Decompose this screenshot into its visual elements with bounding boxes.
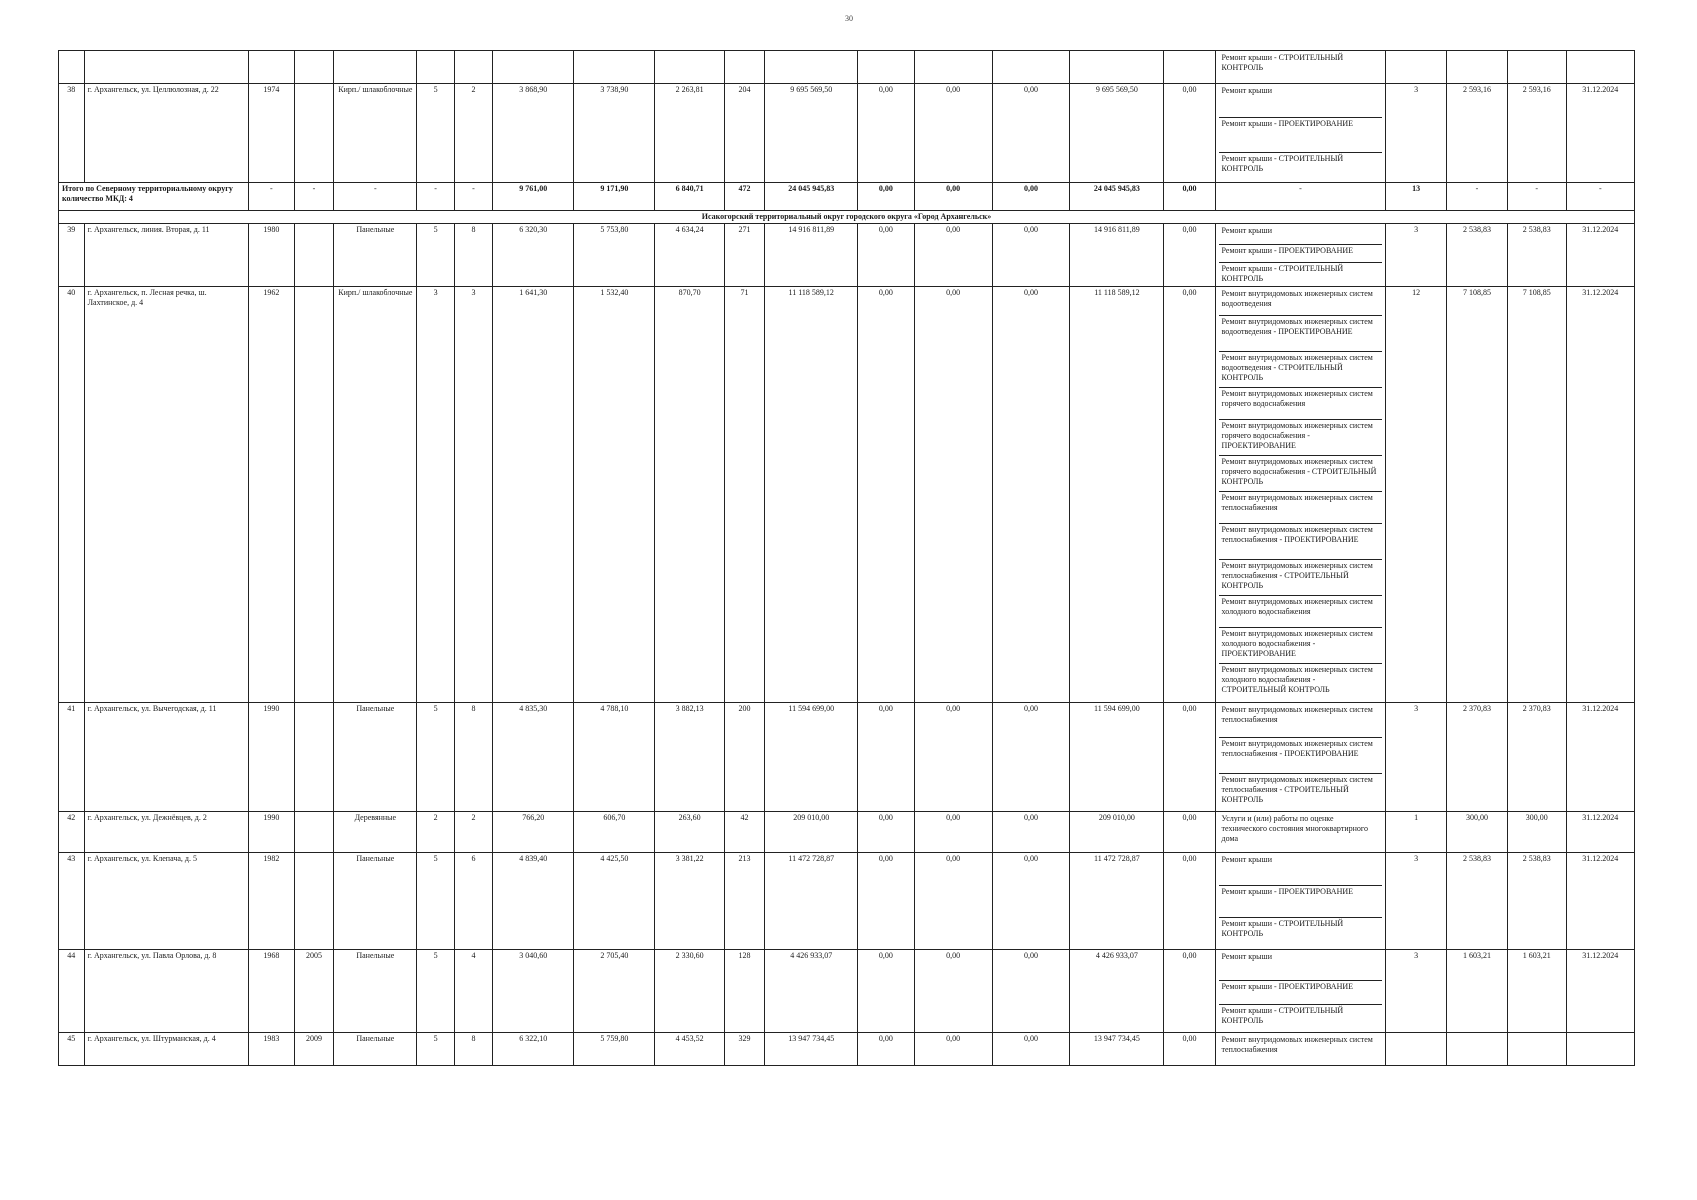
fund-federal: 0,00: [858, 853, 915, 950]
max-unit-cost: 300,00: [1507, 812, 1566, 853]
fund-regional: [914, 51, 992, 84]
work-count: 1: [1386, 812, 1447, 853]
year-built: 1974: [248, 84, 294, 183]
total-dash: -: [417, 183, 454, 211]
work-type: Ремонт внутридомовых инженерных систем водоотведения - СТРОИТЕЛЬНЫЙ КОНТРОЛЬ: [1219, 352, 1383, 388]
wall-material: Панельные: [334, 703, 417, 812]
work-types-cell: [1215, 287, 1386, 703]
total-count: 13: [1386, 183, 1447, 211]
total-dash: -: [1566, 183, 1634, 211]
work-type: Ремонт внутридомовых инженерных систем водоотведения - ПРОЕКТИРОВАНИЕ: [1219, 316, 1383, 352]
row-number: 42: [59, 812, 85, 853]
entrances: 8: [454, 1033, 492, 1066]
fund-other: 0,00: [1164, 1033, 1215, 1066]
area-living: 606,70: [574, 812, 655, 853]
cost-total: 209 010,00: [765, 812, 858, 853]
row-number: [59, 51, 85, 84]
deadline: 31.12.2024: [1566, 853, 1634, 950]
fund-owners: 11 118 589,12: [1070, 287, 1164, 703]
fund-owners: 11 594 699,00: [1070, 703, 1164, 812]
year-renovated: [294, 853, 333, 950]
total-area-living: 9 171,90: [574, 183, 655, 211]
area-total: 4 839,40: [493, 853, 574, 950]
area-living: [574, 51, 655, 84]
area-living: 1 532,40: [574, 287, 655, 703]
work-type: Ремонт крыши - СТРОИТЕЛЬНЫЙ КОНТРОЛЬ: [1221, 154, 1344, 173]
total-fund-other: 0,00: [1164, 183, 1215, 211]
cost-total: 11 472 728,87: [765, 853, 858, 950]
row-number: 39: [59, 224, 85, 287]
floors: 5: [417, 224, 454, 287]
work-type: Ремонт крыши: [1219, 225, 1383, 245]
total-area-res: 6 840,71: [655, 183, 724, 211]
fund-municipal: 0,00: [992, 224, 1070, 287]
table-row: [59, 224, 1635, 287]
area-living: 2 705,40: [574, 950, 655, 1033]
fund-other: 0,00: [1164, 287, 1215, 703]
fund-owners: 11 472 728,87: [1070, 853, 1164, 950]
work-type: Ремонт крыши: [1219, 854, 1383, 886]
address: г. Архангельск, ул. Дежнёвцев, д. 2: [84, 812, 248, 853]
year-built: [248, 51, 294, 84]
area-living: 5 753,80: [574, 224, 655, 287]
work-type: Ремонт внутридомовых инженерных систем холодного водоснабжения - ПРОЕКТИРОВАНИЕ: [1219, 628, 1383, 664]
fund-municipal: 0,00: [992, 703, 1070, 812]
address: г. Архангельск, ул. Штурманская, д. 4: [84, 1033, 248, 1066]
work-type: Ремонт крыши - СТРОИТЕЛЬНЫЙ КОНТРОЛЬ: [1221, 53, 1344, 72]
deadline: 31.12.2024: [1566, 703, 1634, 812]
year-built: 1990: [248, 812, 294, 853]
work-type: Ремонт крыши - ПРОЕКТИРОВАНИЕ: [1219, 981, 1383, 1005]
area-total: 3 868,90: [493, 84, 574, 183]
page-number: 30: [845, 14, 853, 23]
year-renovated: [294, 51, 333, 84]
area-residential: 2 263,81: [655, 84, 724, 183]
floors: 5: [417, 950, 454, 1033]
capital-repair-register-table: [58, 50, 1635, 1066]
address: г. Архангельск, ул. Целлюлозная, д. 22: [84, 84, 248, 183]
area-living: 4 788,10: [574, 703, 655, 812]
work-count: 12: [1386, 287, 1447, 703]
work-type: Ремонт внутридомовых инженерных систем холодного водоснабжения: [1219, 596, 1383, 628]
table-row: [59, 84, 1635, 183]
address: г. Архангельск, п. Лесная речка, ш. Лахтинское, д. 4: [84, 287, 248, 703]
table-row: [59, 287, 1635, 703]
total-dash: -: [454, 183, 492, 211]
fund-federal: 0,00: [858, 287, 915, 703]
wall-material: [334, 51, 417, 84]
fund-regional: 0,00: [914, 853, 992, 950]
fund-federal: [858, 51, 915, 84]
fund-regional: 0,00: [914, 224, 992, 287]
floors: 5: [417, 853, 454, 950]
deadline: 31.12.2024: [1566, 950, 1634, 1033]
year-built: 1983: [248, 1033, 294, 1066]
area-living: 4 425,50: [574, 853, 655, 950]
cost-total: 4 426 933,07: [765, 950, 858, 1033]
table-row: [59, 812, 1635, 853]
fund-municipal: 0,00: [992, 950, 1070, 1033]
year-built: 1980: [248, 224, 294, 287]
address: г. Архангельск, линия. Вторая, д. 11: [84, 224, 248, 287]
row-number: 38: [59, 84, 85, 183]
work-type: Ремонт крыши - СТРОИТЕЛЬНЫЙ КОНТРОЛЬ: [1221, 264, 1344, 283]
area-total: 6 320,30: [493, 224, 574, 287]
fund-other: [1164, 51, 1215, 84]
work-types-cell: [1215, 950, 1386, 1033]
residents: 204: [724, 84, 765, 183]
total-fund-mun: 0,00: [992, 183, 1070, 211]
entrances: [454, 51, 492, 84]
wall-material: Панельные: [334, 1033, 417, 1066]
residents: 128: [724, 950, 765, 1033]
cost-total: 11 118 589,12: [765, 287, 858, 703]
cost-total: 13 947 734,45: [765, 1033, 858, 1066]
table-row: [59, 51, 1635, 84]
area-residential: 4 453,52: [655, 1033, 724, 1066]
total-dash: -: [294, 183, 333, 211]
unit-cost: [1447, 1033, 1508, 1066]
unit-cost: 2 370,83: [1447, 703, 1508, 812]
cost-total: 11 594 699,00: [765, 703, 858, 812]
max-unit-cost: [1507, 51, 1566, 84]
work-count: [1386, 51, 1447, 84]
work-count: 3: [1386, 84, 1447, 183]
work-type: Услуги и (или) работы по оценке технического состояния многоквартирного дома: [1221, 814, 1368, 843]
address: г. Архангельск, ул. Клепача, д. 5: [84, 853, 248, 950]
work-type: Ремонт внутридомовых инженерных систем теплоснабжения: [1221, 1035, 1373, 1054]
year-built: 1990: [248, 703, 294, 812]
year-built: 1962: [248, 287, 294, 703]
fund-other: 0,00: [1164, 853, 1215, 950]
address: г. Архангельск, ул. Вычегодская, д. 11: [84, 703, 248, 812]
fund-federal: 0,00: [858, 703, 915, 812]
work-type: Ремонт крыши - ПРОЕКТИРОВАНИЕ: [1219, 245, 1383, 263]
total-fund-reg: 0,00: [914, 183, 992, 211]
fund-regional: 0,00: [914, 287, 992, 703]
work-types-cell: [1215, 51, 1386, 84]
total-area-total: 9 761,00: [493, 183, 574, 211]
max-unit-cost: 2 593,16: [1507, 84, 1566, 183]
work-type: Ремонт крыши: [1219, 85, 1383, 118]
year-renovated: [294, 703, 333, 812]
work-count: 3: [1386, 853, 1447, 950]
max-unit-cost: 2 538,83: [1507, 853, 1566, 950]
work-type: Ремонт внутридомовых инженерных систем теплоснабжения - ПРОЕКТИРОВАНИЕ: [1219, 738, 1383, 774]
deadline: [1566, 1033, 1634, 1066]
fund-federal: 0,00: [858, 1033, 915, 1066]
total-residents: 472: [724, 183, 765, 211]
wall-material: Панельные: [334, 224, 417, 287]
fund-federal: 0,00: [858, 84, 915, 183]
total-dash: -: [334, 183, 417, 211]
residents: 42: [724, 812, 765, 853]
table-row: [59, 1033, 1635, 1066]
work-types-cell: [1215, 84, 1386, 183]
floors: 5: [417, 703, 454, 812]
total-dash: -: [1447, 183, 1508, 211]
area-residential: [655, 51, 724, 84]
total-cost: 24 045 945,83: [765, 183, 858, 211]
work-type: Ремонт крыши - СТРОИТЕЛЬНЫЙ КОНТРОЛЬ: [1221, 1006, 1344, 1025]
table-row: [59, 703, 1635, 812]
work-types-cell: [1215, 812, 1386, 853]
fund-other: 0,00: [1164, 950, 1215, 1033]
district-header-row: [59, 211, 1635, 224]
table-row: [59, 950, 1635, 1033]
area-residential: 263,60: [655, 812, 724, 853]
deadline: 31.12.2024: [1566, 84, 1634, 183]
work-count: 3: [1386, 224, 1447, 287]
fund-municipal: 0,00: [992, 812, 1070, 853]
row-number: 40: [59, 287, 85, 703]
entrances: 2: [454, 84, 492, 183]
cost-total: [765, 51, 858, 84]
cost-total: 9 695 569,50: [765, 84, 858, 183]
fund-regional: 0,00: [914, 84, 992, 183]
fund-regional: 0,00: [914, 950, 992, 1033]
fund-other: 0,00: [1164, 812, 1215, 853]
fund-federal: 0,00: [858, 224, 915, 287]
fund-regional: 0,00: [914, 703, 992, 812]
cost-total: 14 916 811,89: [765, 224, 858, 287]
work-type: Ремонт внутридомовых инженерных систем теплоснабжения: [1219, 492, 1383, 524]
unit-cost: 2 538,83: [1447, 224, 1508, 287]
area-total: 3 040,60: [493, 950, 574, 1033]
scan-noise: [1647, 60, 1697, 760]
area-total: 6 322,10: [493, 1033, 574, 1066]
floors: 3: [417, 287, 454, 703]
entrances: 8: [454, 703, 492, 812]
total-dash: -: [1507, 183, 1566, 211]
floors: 5: [417, 84, 454, 183]
fund-owners: 9 695 569,50: [1070, 84, 1164, 183]
work-types-cell: [1215, 703, 1386, 812]
work-type: Ремонт внутридомовых инженерных систем горячего водоснабжения: [1219, 388, 1383, 420]
fund-regional: 0,00: [914, 1033, 992, 1066]
year-renovated: [294, 224, 333, 287]
fund-owners: 4 426 933,07: [1070, 950, 1164, 1033]
work-type: Ремонт крыши - ПРОЕКТИРОВАНИЕ: [1219, 886, 1383, 918]
max-unit-cost: 7 108,85: [1507, 287, 1566, 703]
fund-regional: 0,00: [914, 812, 992, 853]
fund-owners: 13 947 734,45: [1070, 1033, 1164, 1066]
fund-municipal: 0,00: [992, 287, 1070, 703]
fund-municipal: [992, 51, 1070, 84]
work-types-cell: [1215, 224, 1386, 287]
fund-municipal: 0,00: [992, 1033, 1070, 1066]
residents: 271: [724, 224, 765, 287]
fund-other: 0,00: [1164, 84, 1215, 183]
work-count: 3: [1386, 950, 1447, 1033]
table-row: [59, 853, 1635, 950]
row-number: 43: [59, 853, 85, 950]
work-types-cell: [1215, 853, 1386, 950]
wall-material: Кирп./ шлакоблочные: [334, 84, 417, 183]
work-type: Ремонт внутридомовых инженерных систем горячего водоснабжения - СТРОИТЕЛЬНЫЙ КОНТРОЛЬ: [1219, 456, 1383, 492]
fund-owners: 14 916 811,89: [1070, 224, 1164, 287]
deadline: 31.12.2024: [1566, 224, 1634, 287]
max-unit-cost: 1 603,21: [1507, 950, 1566, 1033]
unit-cost: 1 603,21: [1447, 950, 1508, 1033]
residents: 329: [724, 1033, 765, 1066]
fund-owners: 209 010,00: [1070, 812, 1164, 853]
entrances: 8: [454, 224, 492, 287]
fund-other: 0,00: [1164, 224, 1215, 287]
year-built: 1968: [248, 950, 294, 1033]
area-total: 766,20: [493, 812, 574, 853]
residents: 213: [724, 853, 765, 950]
fund-owners: [1070, 51, 1164, 84]
row-number: 41: [59, 703, 85, 812]
district-header: Исакогорский территориальный округ городского округа «Город Архангельск»: [59, 211, 1635, 224]
deadline: 31.12.2024: [1566, 287, 1634, 703]
work-type: Ремонт внутридомовых инженерных систем теплоснабжения: [1219, 704, 1383, 738]
wall-material: Панельные: [334, 853, 417, 950]
work-count: [1386, 1033, 1447, 1066]
unit-cost: 7 108,85: [1447, 287, 1508, 703]
work-type: Ремонт крыши - ПРОЕКТИРОВАНИЕ: [1219, 118, 1383, 153]
address: г. Архангельск, ул. Павла Орлова, д. 8: [84, 950, 248, 1033]
entrances: 6: [454, 853, 492, 950]
row-number: 44: [59, 950, 85, 1033]
max-unit-cost: 2 370,83: [1507, 703, 1566, 812]
entrances: 4: [454, 950, 492, 1033]
floors: [417, 51, 454, 84]
area-total: 4 835,30: [493, 703, 574, 812]
max-unit-cost: [1507, 1033, 1566, 1066]
work-types-cell: [1215, 1033, 1386, 1066]
total-dash: -: [1215, 183, 1386, 211]
row-number: 45: [59, 1033, 85, 1066]
work-type: Ремонт крыши: [1219, 951, 1383, 981]
work-count: 3: [1386, 703, 1447, 812]
year-built: 1982: [248, 853, 294, 950]
area-residential: 3 381,22: [655, 853, 724, 950]
entrances: 3: [454, 287, 492, 703]
work-type: Ремонт внутридомовых инженерных систем горячего водоснабжения - ПРОЕКТИРОВАНИЕ: [1219, 420, 1383, 456]
area-residential: 870,70: [655, 287, 724, 703]
total-north-row: [59, 183, 1635, 211]
work-type: Ремонт внутридомовых инженерных систем теплоснабжения - ПРОЕКТИРОВАНИЕ: [1219, 524, 1383, 560]
area-total: 1 641,30: [493, 287, 574, 703]
work-type: Ремонт крыши - СТРОИТЕЛЬНЫЙ КОНТРОЛЬ: [1221, 919, 1344, 938]
residents: 200: [724, 703, 765, 812]
total-fund-own: 24 045 945,83: [1070, 183, 1164, 211]
unit-cost: 2 538,83: [1447, 853, 1508, 950]
total-fund-fed: 0,00: [858, 183, 915, 211]
entrances: 2: [454, 812, 492, 853]
year-renovated: [294, 84, 333, 183]
total-dash: -: [248, 183, 294, 211]
work-type: Ремонт внутридомовых инженерных систем водоотведения: [1219, 288, 1383, 316]
floors: 2: [417, 812, 454, 853]
wall-material: Деревянные: [334, 812, 417, 853]
address: [84, 51, 248, 84]
area-living: 3 738,90: [574, 84, 655, 183]
work-type: Ремонт внутридомовых инженерных систем теплоснабжения - СТРОИТЕЛЬНЫЙ КОНТРОЛЬ: [1219, 560, 1383, 596]
area-residential: 3 882,13: [655, 703, 724, 812]
unit-cost: 2 593,16: [1447, 84, 1508, 183]
year-renovated: [294, 287, 333, 703]
fund-municipal: 0,00: [992, 853, 1070, 950]
fund-municipal: 0,00: [992, 84, 1070, 183]
year-renovated: 2005: [294, 950, 333, 1033]
deadline: 31.12.2024: [1566, 812, 1634, 853]
residents: [724, 51, 765, 84]
total-north-label: Итого по Северному территориальному округу количество МКД: 4: [59, 183, 249, 211]
unit-cost: [1447, 51, 1508, 84]
area-total: [493, 51, 574, 84]
work-type: Ремонт внутридомовых инженерных систем теплоснабжения - СТРОИТЕЛЬНЫЙ КОНТРОЛЬ: [1221, 775, 1373, 804]
area-living: 5 759,80: [574, 1033, 655, 1066]
fund-federal: 0,00: [858, 950, 915, 1033]
unit-cost: 300,00: [1447, 812, 1508, 853]
work-type: Ремонт внутридомовых инженерных систем холодного водоснабжения - СТРОИТЕЛЬНЫЙ КОНТРОЛЬ: [1221, 665, 1373, 694]
fund-other: 0,00: [1164, 703, 1215, 812]
area-residential: 4 634,24: [655, 224, 724, 287]
max-unit-cost: 2 538,83: [1507, 224, 1566, 287]
wall-material: Панельные: [334, 950, 417, 1033]
floors: 5: [417, 1033, 454, 1066]
wall-material: Кирп./ шлакоблочные: [334, 287, 417, 703]
residents: 71: [724, 287, 765, 703]
fund-federal: 0,00: [858, 812, 915, 853]
deadline: [1566, 51, 1634, 84]
year-renovated: 2009: [294, 1033, 333, 1066]
area-residential: 2 330,60: [655, 950, 724, 1033]
year-renovated: [294, 812, 333, 853]
